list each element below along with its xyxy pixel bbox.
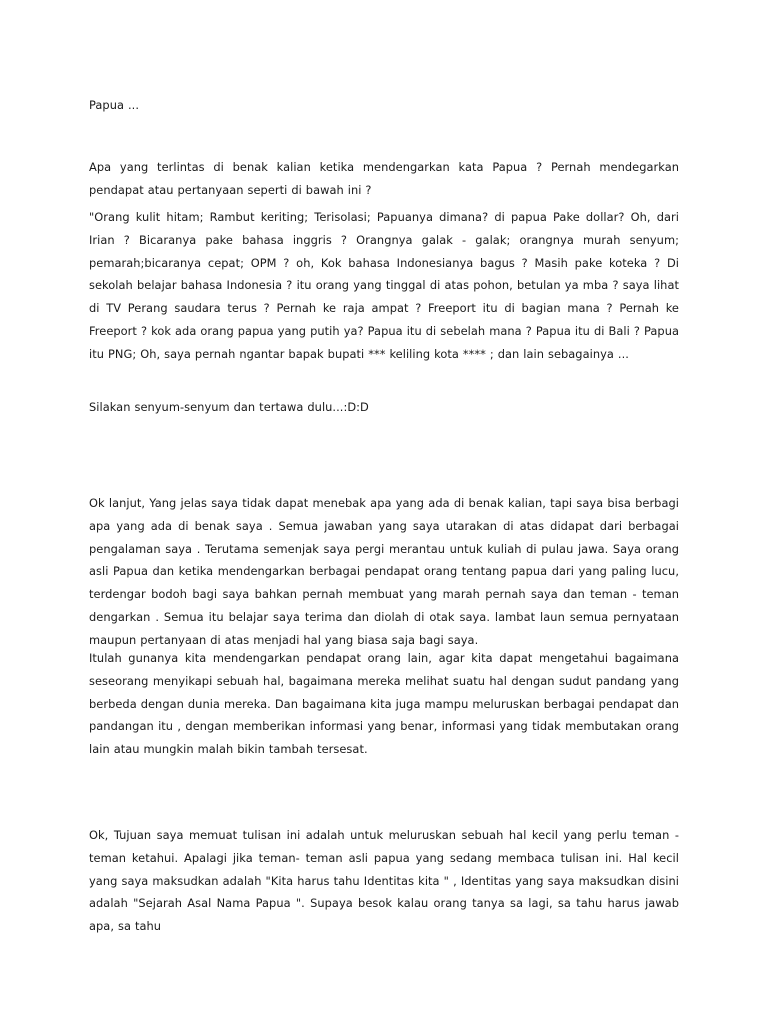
document-title: Papua ... <box>89 98 139 112</box>
document-page <box>89 0 679 1024</box>
paragraph-intro-question: Apa yang terlintas di benak kalian ketika mendengarkan kata Papua ? Pernah mendegarkan pendapat atau pertanyaan seperti di bawah ini ? <box>89 160 679 197</box>
paragraph-laugh: Silakan senyum-senyum dan tertawa dulu...:D:D <box>89 400 369 414</box>
paragraph-continue: Ok lanjut, Yang jelas saya tidak dapat menebak apa yang ada di benak kalian, tapi saya bisa berbagi apa yang ada di benak saya . Semua jawaban yang saya utarakan di atas didapat dari berbagai pengalaman saya . Terutama semenjak saya pergi merantau untuk kuliah di pulau jawa. Saya orang asli Papua dan ketika mendengarkan berbagai pendapat orang tentang papua dari yang paling lucu, terdengar bodoh bagi saya bahkan pernah membuat yang marah pernah saya dan teman - teman dengarkan . Semua itu belajar saya terima dan diolah di otak saya. lambat laun semua pernyataan maupun pertanyaan di atas menjadi hal yang biasa saja bagi saya. <box>89 496 679 647</box>
paragraph-purpose: Ok, Tujuan saya memuat tulisan ini adalah untuk meluruskan sebuah hal kecil yang perlu teman - teman ketahui. Apalagi jika teman- teman asli papua yang sedang membaca tulisan ini. Hal kecil yang saya maksudkan adalah "Kita harus tahu Identitas kita " , Identitas yang saya maksudkan disini adalah "Sejarah Asal Nama Papua ". Supaya besok kalau orang tanya sa lagi, sa tahu harus jawab apa, sa tahu <box>89 828 679 934</box>
paragraph-quoted-questions: "Orang kulit hitam; Rambut keriting; Terisolasi; Papuanya dimana? di papua Pake dollar? Oh, dari Irian ? Bicaranya pake bahasa inggris ? Orangnya galak - galak; orangnya murah senyum; pemarah;bicaranya cepat; OPM ? oh, Kok bahasa Indonesianya bagus ? Masih pake koteka ? Di sekolah belajar bahasa Indonesia ? itu orang yang tinggal di atas pohon, betulan ya mba ? saya lihat di TV Perang saudara terus ? Pernah ke raja ampat ? Freeport itu di bagian mana ? Pernah ke Freeport ? kok ada orang papua yang putih ya? Papua itu di sebelah mana ? Papua itu di Bali ? Papua itu PNG; Oh, saya pernah ngantar bapak bupati *** keliling kota **** ; dan lain sebagainya ... <box>89 210 679 361</box>
paragraph-listening: Itulah gunanya kita mendengarkan pendapat orang lain, agar kita dapat mengetahui bagaimana seseorang menyikapi sebuah hal, bagaimana mereka melihat suatu hal dengan sudut pandang yang berbeda dengan dunia mereka. Dan bagaimana kita juga mampu meluruskan berbagai pendapat dan pandangan itu , dengan memberikan informasi yang benar, informasi yang tidak membutakan orang lain atau mungkin malah bikin tambah tersesat. <box>89 651 679 757</box>
